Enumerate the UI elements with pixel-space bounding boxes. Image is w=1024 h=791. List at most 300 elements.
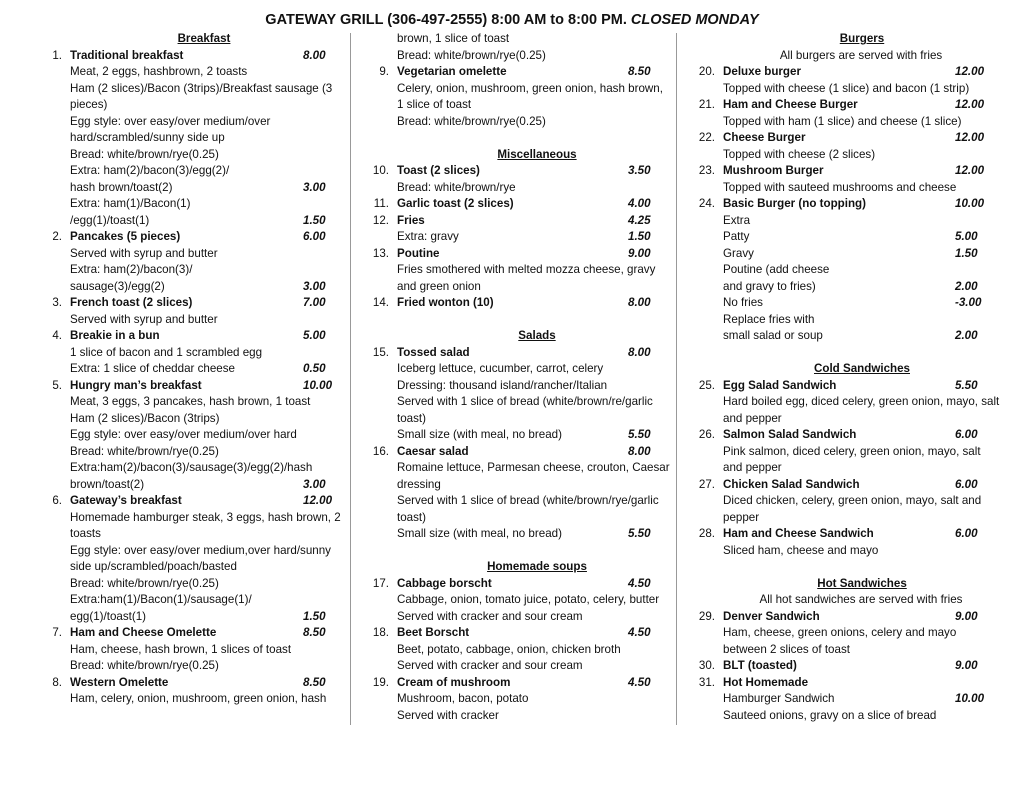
item-description: Extra: ham(1)/Bacon(1): [70, 197, 191, 210]
item-number: 2.: [52, 230, 62, 243]
section-note: All hot sandwiches are served with fries: [759, 593, 963, 606]
item-number: 15.: [372, 345, 389, 359]
item-detail: [367, 427, 677, 444]
item-name: Ham and Cheese Burger: [723, 98, 858, 111]
item-detail: [367, 81, 677, 98]
item-detail: [367, 180, 677, 197]
item-number: 31.: [698, 675, 715, 689]
item-description: toasts: [70, 527, 101, 540]
item-description: Beet, potato, cabbage, onion, chicken broth: [397, 642, 621, 656]
menu-column-1: [40, 31, 341, 708]
item-description: Ham, cheese, green onions, celery and mayo: [723, 626, 957, 639]
item-detail: [40, 543, 338, 560]
menu-item: [40, 493, 338, 510]
section-heading: Homemade soups: [487, 560, 587, 573]
item-description: and pepper: [723, 461, 782, 474]
spacer: [367, 312, 677, 329]
item-description: between 2 slices of toast: [723, 642, 850, 656]
item-description: Ham, celery, onion, mushroom, green onion, hash: [70, 692, 327, 705]
item-number: 12.: [372, 213, 389, 227]
item-detail: [367, 642, 677, 659]
item-detail: [367, 526, 677, 543]
item-name: Ham and Cheese Sandwich: [723, 527, 874, 540]
item-description: Served with syrup and butter: [70, 246, 218, 260]
section-heading: Breakfast: [177, 32, 231, 45]
item-detail: [367, 460, 677, 477]
menu-item: [693, 526, 1011, 543]
item-description: Bread: white/brown/rye(0.25): [70, 444, 219, 458]
item-detail: [40, 345, 338, 362]
item-name: Hot Homemade: [723, 675, 809, 689]
item-detail: [693, 246, 1011, 263]
item-price: 5.00: [955, 230, 978, 243]
item-detail: [40, 262, 338, 279]
item-detail: [40, 196, 338, 213]
item-detail: [367, 279, 677, 296]
item-name: Denver Sandwich: [723, 609, 820, 623]
item-name: Egg Salad Sandwich: [723, 378, 837, 392]
menu-item: [693, 64, 1011, 81]
item-detail: [40, 130, 338, 147]
item-price: 8.50: [628, 65, 651, 78]
item-number: 27.: [698, 477, 715, 491]
item-description: Sliced ham, cheese and mayo: [723, 543, 879, 557]
item-detail: [367, 48, 677, 65]
item-detail: [40, 691, 338, 708]
item-detail: [367, 114, 677, 131]
item-description: Ham, cheese, hash brown, 1 slices of toast: [70, 642, 292, 656]
item-description: Replace fries with: [723, 312, 815, 326]
item-detail: [693, 312, 1011, 329]
menu-item: [40, 48, 338, 65]
item-detail: [40, 510, 341, 527]
item-detail: [367, 510, 677, 527]
item-description: Sauteed onions, gravy on a slice of bread: [723, 708, 937, 722]
item-number: 26.: [698, 428, 715, 441]
item-price: 7.00: [303, 296, 326, 309]
item-detail: [367, 97, 677, 114]
section-heading: Cold Sandwiches: [814, 362, 910, 375]
item-name: Poutine: [397, 246, 440, 260]
item-name: Vegetarian omelette: [397, 65, 507, 78]
item-detail: [693, 543, 1011, 560]
item-price: 0.50: [303, 362, 326, 375]
item-price: 6.00: [955, 428, 978, 441]
item-number: 1.: [52, 48, 62, 62]
item-description: Served with 1 slice of bread (white/brown/rye/garlic: [397, 494, 659, 507]
menu-item: [367, 295, 677, 312]
item-description: Served with cracker and sour cream: [397, 609, 583, 623]
item-name: Fries: [397, 213, 425, 227]
item-detail: [367, 378, 677, 395]
item-description: Bread: white/brown/rye(0.25): [397, 114, 546, 128]
item-price: 12.00: [955, 65, 985, 78]
item-number: 5.: [52, 378, 62, 392]
item-price: 6.00: [955, 527, 978, 540]
item-description: side up/scrambled/poach/basted: [70, 560, 237, 573]
item-number: 24.: [698, 197, 715, 210]
item-number: 25.: [698, 378, 715, 392]
item-description: Bread: white/brown/rye(0.25): [397, 48, 546, 62]
item-detail: [693, 411, 1011, 428]
item-detail: [693, 328, 1011, 345]
item-number: 21.: [698, 98, 715, 111]
item-name: Caesar salad: [397, 444, 469, 458]
item-description: Hard boiled egg, diced celery, green onion, mayo, salt: [723, 395, 1000, 408]
item-name: Beet Borscht: [397, 626, 470, 639]
item-name: Gateway’s breakfast: [70, 494, 182, 507]
menu-item: [367, 246, 677, 263]
menu-item: [40, 675, 338, 692]
item-price: 2.00: [955, 329, 978, 342]
item-name: French toast (2 slices): [70, 296, 193, 309]
item-detail: [40, 559, 338, 576]
item-number: 6.: [52, 494, 62, 507]
menu-item: [367, 196, 677, 213]
item-name: Cream of mushroom: [397, 675, 511, 689]
item-detail: [367, 477, 677, 494]
menu-item: [40, 229, 338, 246]
item-description: and gravy to fries): [723, 279, 816, 293]
item-price: 8.00: [303, 48, 326, 62]
item-description: No fries: [723, 296, 763, 309]
item-detail: [367, 708, 677, 725]
item-price: 9.00: [955, 609, 978, 623]
item-detail: [693, 229, 1011, 246]
item-description: Extra:ham(2)/bacon(3)/sausage(3)/egg(2)/hash: [70, 461, 313, 474]
item-price: 4.00: [628, 197, 651, 210]
item-detail: [693, 213, 1011, 230]
spacer: [693, 559, 1011, 576]
item-description: Gravy: [723, 246, 754, 260]
item-detail: [40, 642, 338, 659]
item-detail: [40, 64, 338, 81]
item-price: 1.50: [628, 230, 651, 243]
item-number: 30.: [698, 659, 715, 672]
item-price: 12.00: [955, 131, 985, 144]
item-description: Romaine lettuce, Parmesan cheese, crouton, Caesar: [397, 461, 670, 474]
item-price: 10.00: [303, 378, 333, 392]
item-price: 5.50: [628, 527, 651, 540]
item-description: Egg style: over easy/over medium,over hard/sunny: [70, 543, 331, 557]
item-description: Extra: ham(2)/bacon(3)/: [70, 263, 193, 276]
item-detail: [40, 394, 338, 411]
item-price: 3.50: [628, 164, 651, 177]
item-price: 8.50: [303, 626, 326, 639]
item-description: hash brown/toast(2): [70, 180, 173, 194]
item-name: Toast (2 slices): [397, 164, 480, 177]
item-description: and pepper: [723, 411, 782, 425]
item-detail: [40, 460, 338, 477]
menu-item: [367, 163, 677, 180]
item-price: 2.00: [955, 279, 978, 293]
item-description: Topped with ham (1 slice) and cheese (1 slice): [723, 114, 962, 128]
item-detail: [40, 180, 338, 197]
menu-item: [693, 658, 1011, 675]
item-description: brown/toast(2): [70, 477, 145, 491]
page-title: [0, 12, 1024, 28]
section-note: All burgers are served with fries: [779, 48, 943, 62]
item-name: Salmon Salad Sandwich: [723, 428, 857, 441]
item-name: Cheese Burger: [723, 131, 806, 144]
item-price: 5.50: [955, 378, 978, 392]
item-price: 1.50: [955, 246, 978, 260]
item-name: Pancakes (5 pieces): [70, 230, 181, 243]
menu-item: [693, 163, 1011, 180]
item-name: Tossed salad: [397, 345, 470, 359]
spacer: [693, 345, 1011, 362]
item-detail: [40, 658, 338, 675]
item-detail: [40, 114, 338, 131]
item-number: 23.: [698, 164, 715, 177]
item-detail: [693, 180, 1011, 197]
item-detail: [40, 97, 338, 114]
item-detail: [693, 625, 1011, 642]
item-detail: [693, 642, 1011, 659]
menu-item: [40, 328, 338, 345]
item-description: hard/scrambled/sunny side up: [70, 131, 225, 144]
item-description: Dressing: thousand island/rancher/Italian: [397, 378, 608, 392]
menu-item: [367, 444, 677, 461]
item-price: 8.00: [628, 296, 651, 309]
item-price: 9.00: [955, 659, 978, 672]
item-detail: [367, 31, 677, 48]
item-description: toast): [397, 411, 426, 425]
item-price: 4.50: [628, 576, 651, 590]
item-description: Bread: white/brown/rye(0.25): [70, 576, 219, 590]
item-detail: [40, 411, 338, 428]
item-detail: [40, 312, 338, 329]
menu-item: [40, 378, 338, 395]
item-number: 20.: [698, 65, 715, 78]
item-description: Iceberg lettuce, cucumber, carrot, celery: [397, 362, 604, 375]
item-description: Extra: [723, 213, 751, 227]
menu-item: [693, 97, 1011, 114]
item-number: 16.: [372, 444, 389, 458]
item-description: Pink salmon, diced celery, green onion, mayo, salt: [723, 444, 981, 458]
item-name: Western Omelette: [70, 675, 169, 689]
item-description: egg(1)/toast(1): [70, 609, 147, 623]
item-price: 10.00: [955, 197, 985, 210]
section-heading: Salads: [518, 329, 556, 342]
item-detail: [693, 708, 1011, 725]
item-detail: [40, 147, 338, 164]
menu-column-3: [693, 31, 1011, 724]
item-name: Hungry man’s breakfast: [70, 378, 202, 392]
section-heading: Miscellaneous: [497, 147, 577, 161]
item-description: Diced chicken, celery, green onion, mayo, salt and: [723, 494, 982, 507]
item-number: 29.: [698, 609, 715, 623]
item-detail: [693, 279, 1011, 296]
item-description: pepper: [723, 510, 760, 524]
item-detail: [367, 658, 677, 675]
item-number: 7.: [52, 626, 62, 639]
item-detail: [693, 460, 1011, 477]
item-detail: [40, 444, 338, 461]
item-description: Bread: white/brown/rye(0.25): [70, 147, 219, 161]
menu-item: [367, 345, 677, 362]
item-detail: [693, 691, 1011, 708]
item-description: and green onion: [397, 279, 481, 293]
menu-item: [693, 427, 1011, 444]
item-number: 11.: [373, 197, 389, 210]
item-number: 22.: [698, 131, 715, 144]
menu-item: [367, 213, 677, 230]
item-detail: [693, 444, 1011, 461]
item-description: Served with cracker and sour cream: [397, 659, 583, 672]
item-price: 5.00: [303, 329, 326, 342]
item-description: Mushroom, bacon, potato: [397, 692, 529, 705]
item-price: 1.50: [303, 213, 326, 227]
item-price: 12.00: [955, 164, 985, 177]
item-description: /egg(1)/toast(1): [70, 213, 150, 227]
item-price: 4.50: [628, 675, 651, 689]
item-description: Fries smothered with melted mozza cheese, gravy: [397, 263, 656, 276]
item-detail: [693, 510, 1011, 527]
item-number: 13.: [372, 246, 389, 260]
item-description: Small size (with meal, no bread): [397, 428, 562, 441]
item-description: Poutine (add cheese: [723, 263, 830, 276]
item-detail: [367, 394, 677, 411]
item-number: 19.: [372, 675, 389, 689]
item-number: 14.: [372, 296, 389, 309]
item-description: Cabbage, onion, tomato juice, potato, celery, butter: [397, 593, 660, 606]
menu-column-2: [367, 31, 677, 724]
item-detail: [40, 477, 338, 494]
item-number: 18.: [372, 626, 389, 639]
item-description: Bread: white/brown/rye(0.25): [70, 659, 219, 672]
menu-item: [693, 675, 1011, 692]
item-description: 1 slice of toast: [397, 98, 472, 111]
item-description: 1 slice of bacon and 1 scrambled egg: [70, 345, 263, 359]
section-heading: Burgers: [839, 32, 885, 45]
menu-item: [693, 609, 1011, 626]
menu-item: [367, 675, 677, 692]
item-detail: [40, 213, 338, 230]
item-detail: [40, 576, 338, 593]
title-closed: CLOSED MONDAY: [630, 12, 759, 28]
menu-item: [693, 196, 1011, 213]
item-number: 4.: [52, 329, 62, 342]
spacer: [367, 130, 677, 147]
item-description: Extra: 1 slice of cheddar cheese: [70, 362, 235, 375]
item-description: Extra: gravy: [397, 230, 459, 243]
item-description: Extra: ham(2)/bacon(3)/egg(2)/: [70, 164, 230, 177]
item-name: Garlic toast (2 slices): [397, 197, 514, 210]
item-name: Fried wonton (10): [397, 296, 494, 309]
item-description: Served with 1 slice of bread (white/brown/re/garlic: [397, 395, 653, 408]
item-price: 8.00: [628, 444, 651, 458]
item-name: Ham and Cheese Omelette: [70, 626, 217, 639]
item-name: BLT (toasted): [723, 659, 797, 672]
item-detail: [40, 609, 338, 626]
item-price: 5.50: [628, 428, 651, 441]
item-price: 10.00: [955, 692, 985, 705]
item-detail: [367, 493, 677, 510]
item-number: 28.: [698, 527, 715, 540]
item-name: Chicken Salad Sandwich: [723, 477, 860, 491]
item-detail: [693, 147, 1011, 164]
item-description: Meat, 3 eggs, 3 pancakes, hash brown, 1 toast: [70, 395, 311, 408]
item-detail: [693, 493, 1011, 510]
item-detail: [40, 361, 338, 378]
item-number: 9.: [379, 65, 389, 78]
item-detail: [693, 394, 1011, 411]
item-description: Patty: [723, 230, 750, 243]
menu-item: [367, 64, 677, 81]
item-description: Small size (with meal, no bread): [397, 527, 562, 540]
item-price: 12.00: [955, 98, 985, 111]
menu-item: [693, 477, 1011, 494]
item-name: Breakie in a bun: [70, 329, 160, 342]
item-description: Served with syrup and butter: [70, 312, 218, 326]
item-detail: [367, 411, 677, 428]
item-detail: [40, 592, 338, 609]
item-description: Egg style: over easy/over medium/over: [70, 114, 271, 128]
item-detail: [40, 526, 338, 543]
item-description: Meat, 2 eggs, hashbrown, 2 toasts: [70, 65, 248, 78]
title-main: GATEWAY GRILL (306-497-2555) 8:00 AM to 8:00 PM.: [265, 12, 627, 28]
item-price: 3.00: [303, 279, 326, 293]
item-detail: [367, 229, 677, 246]
item-description: Egg style: over easy/over medium/over hard: [70, 428, 297, 441]
menu-item: [693, 130, 1011, 147]
item-description: Ham (2 slices)/Bacon (3trips): [70, 411, 220, 425]
item-price: -3.00: [955, 296, 982, 309]
item-number: 17.: [372, 576, 389, 590]
item-description: Served with cracker: [397, 708, 499, 722]
item-description: Topped with cheese (1 slice) and bacon (1 strip): [723, 81, 970, 95]
item-detail: [693, 81, 1011, 98]
menu-item: [367, 576, 677, 593]
item-detail: [367, 592, 677, 609]
item-detail: [367, 262, 677, 279]
item-name: Basic Burger (no topping): [723, 197, 866, 210]
item-price: 6.00: [955, 477, 978, 491]
item-number: 10.: [372, 164, 389, 177]
item-detail: [693, 114, 1011, 131]
item-detail: [367, 361, 677, 378]
item-name: Deluxe burger: [723, 65, 801, 78]
item-description: Extra:ham(1)/Bacon(1)/sausage(1)/: [70, 593, 252, 606]
item-detail: [40, 427, 338, 444]
item-description: sausage(3)/egg(2): [70, 279, 165, 293]
item-description: Ham (2 slices)/Bacon (3trips)/Breakfast sausage (3: [70, 81, 333, 95]
item-name: Mushroom Burger: [723, 164, 824, 177]
item-number: 3.: [52, 296, 62, 309]
item-detail: [40, 279, 338, 296]
item-price: 6.00: [303, 230, 326, 243]
item-description: Celery, onion, mushroom, green onion, hash brown,: [397, 81, 663, 95]
item-description: pieces): [70, 98, 108, 111]
item-name: Cabbage borscht: [397, 576, 492, 590]
item-detail: [367, 609, 677, 626]
item-description: Topped with cheese (2 slices): [723, 147, 876, 161]
item-price: 8.50: [303, 675, 326, 689]
item-price: 4.50: [628, 626, 651, 639]
column-divider: [350, 33, 351, 725]
item-price: 12.00: [303, 494, 333, 507]
item-detail: [40, 163, 338, 180]
item-price: 9.00: [628, 246, 651, 260]
item-description: Hamburger Sandwich: [723, 692, 835, 705]
item-description: Bread: white/brown/rye: [397, 180, 516, 194]
item-description: dressing: [397, 477, 441, 491]
item-price: 3.00: [303, 180, 326, 194]
item-detail: [693, 262, 1011, 279]
item-detail: [693, 295, 1011, 312]
item-number: 8.: [52, 675, 62, 689]
